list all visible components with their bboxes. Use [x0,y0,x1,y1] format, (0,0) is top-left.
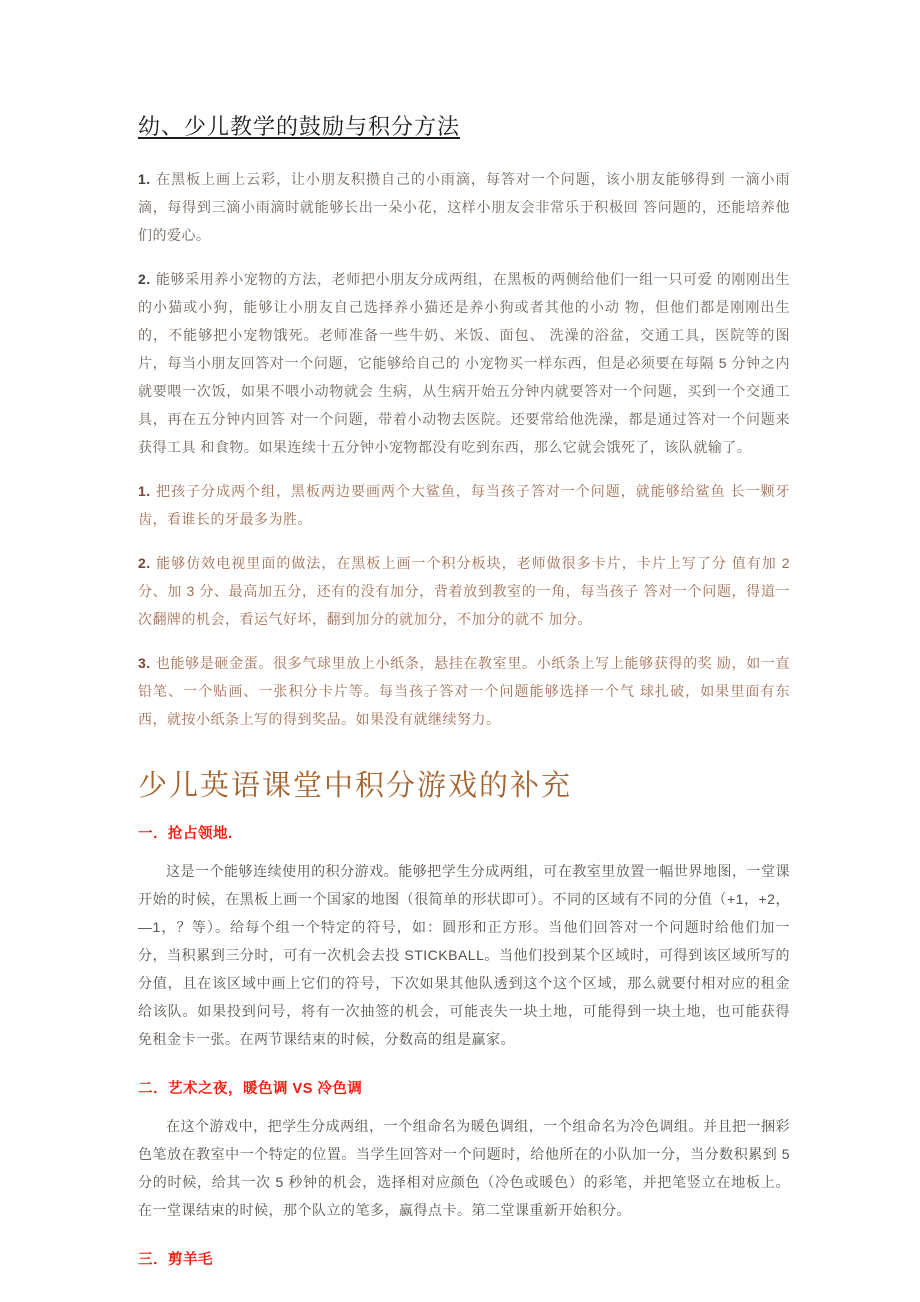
section-paragraph: 这是一个能够连续使用的积分游戏。能够把学生分成两组，可在教室里放置一幅世界地图，一堂课开始的时候，在黑板上画一个国家的地图（很简单的形状即可）。不同的区域有不同的分值（+1，+2，—1，？等）。给每个组一个特定的符号，如：圆形和正方形。当他们回答对一个问题时给他们加一分，当积累到三分时，可有一次机会去投 STICKBALL。当他们投到某个区域时，可得到该区域所写的分值，且在该区域中画上它们的符号，下次如果其他队透到这个这个区域，那么就要付相对应的租金给该队。如果投到问号，将有一次抽签的机会，可能丧失一块土地，可能得到一块土地，也可能获得免租金卡一张。在两节课结束的时候，分数高的组是赢家。 [138,863,790,1047]
numbered-paragraph [138,165,790,249]
numbered-paragraph [138,265,790,461]
numbered-paragraph [138,549,790,633]
paragraph-text: 能够仿效电视里面的做法，在黑板上画一个积分板块，老师做很多卡片，卡片上写了分 值有加 2 分、加 3 分、最高加五分，还有的没有加分，背着放到教室的一角，每当孩子 答对一个问题，得道一次翻牌的机会，看运气好坏，翻到加分的就加分，不加分的就不 加分。 [138,555,790,627]
paragraph-text: 能够采用养小宠物的方法，老师把小朋友分成两组，在黑板的两侧给他们一组一只可爱 的刚刚出生的小猫或小狗，能够让小朋友自己选择养小猫还是养小狗或者其他的小动 物，但他们都是刚刚出生的，不能够把小宠物饿死。老师准备一些牛奶、米饭、面包、 洗澡的浴盆，交通工具，医院等的图片，每当小朋友回答对一个问题，它能够给自己的 小宠物买一样东西，但是必须要在每隔 5 分钟之内就要喂一次饭，如果不喂小动物就会 生病，从生病开始五分钟内就要答对一个问题，买到一个交通工具，再在五分钟内回答 对一个问题，带着小动物去医院。还要常给他洗澡，都是通过答对一个问题来获得工具 和食物。如果连续十五分钟小宠物都没有吃到东西，那么它就会饿死了，该队就输了。 [138,271,790,455]
numbered-paragraph [138,649,790,733]
section-heading-2: 二．艺术之夜，暖色调 VS 冷色调 [138,1081,363,1097]
paragraph-number: 1. [138,171,151,187]
paragraph-text: 在黑板上画上云彩，让小朋友积攒自己的小雨滴，每答对一个问题，该小朋友能够得到 一滴小雨滴，每得到三滴小雨滴时就能够长出一朵小花，这样小朋友会非常乐于积极回 答问题的，还能培养他们的爱心。 [138,171,790,243]
paragraph-number: 2. [138,271,151,287]
paragraph-text: 把孩子分成两个组，黑板两边要画两个大鲨鱼，每当孩子答对一个问题，就能够给鲨鱼 长一颗牙齿，看谁长的牙最多为胜。 [138,483,790,527]
section-paragraph: 在这个游戏中，把学生分成两组，一个组命名为暖色调组，一个组命名为冷色调组。并且把一捆彩色笔放在教室中一个特定的位置。当学生回答对一个问题时，给他所在的小队加一分，当分数积累到 5 分的时候，给其一次 5 秒钟的机会，选择相对应颜色（冷色或暖色）的彩笔，并把笔竖立在地板上。在一堂课结束的时候，那个队立的笔多，赢得点卡。第二堂课重新开始积分。 [138,1118,790,1218]
document-content [138,110,790,1269]
paragraph-number: 1. [138,483,151,499]
document-title: 幼、少儿教学的鼓励与积分方法 [138,114,461,139]
paragraph-number: 3. [138,655,151,671]
paragraph-number: 2. [138,555,151,571]
paragraph-text: 也能够是砸金蛋。很多气球里放上小纸条，悬挂在教室里。小纸条上写上能够获得的奖 励，如一直铅笔、一个贴画、一张积分卡片等。每当孩子答对一个问题能够选择一个气 球扎破，如果里面有东西，就按小纸条上写的得到奖品。如果没有就继续努力。 [138,655,790,727]
document-subtitle: 少儿英语课堂中积分游戏的补充 [138,770,573,802]
section-heading-1: 一．抢占领地. [138,826,233,842]
section-heading-3: 三．剪羊毛 [138,1252,213,1268]
numbered-paragraph [138,477,790,533]
